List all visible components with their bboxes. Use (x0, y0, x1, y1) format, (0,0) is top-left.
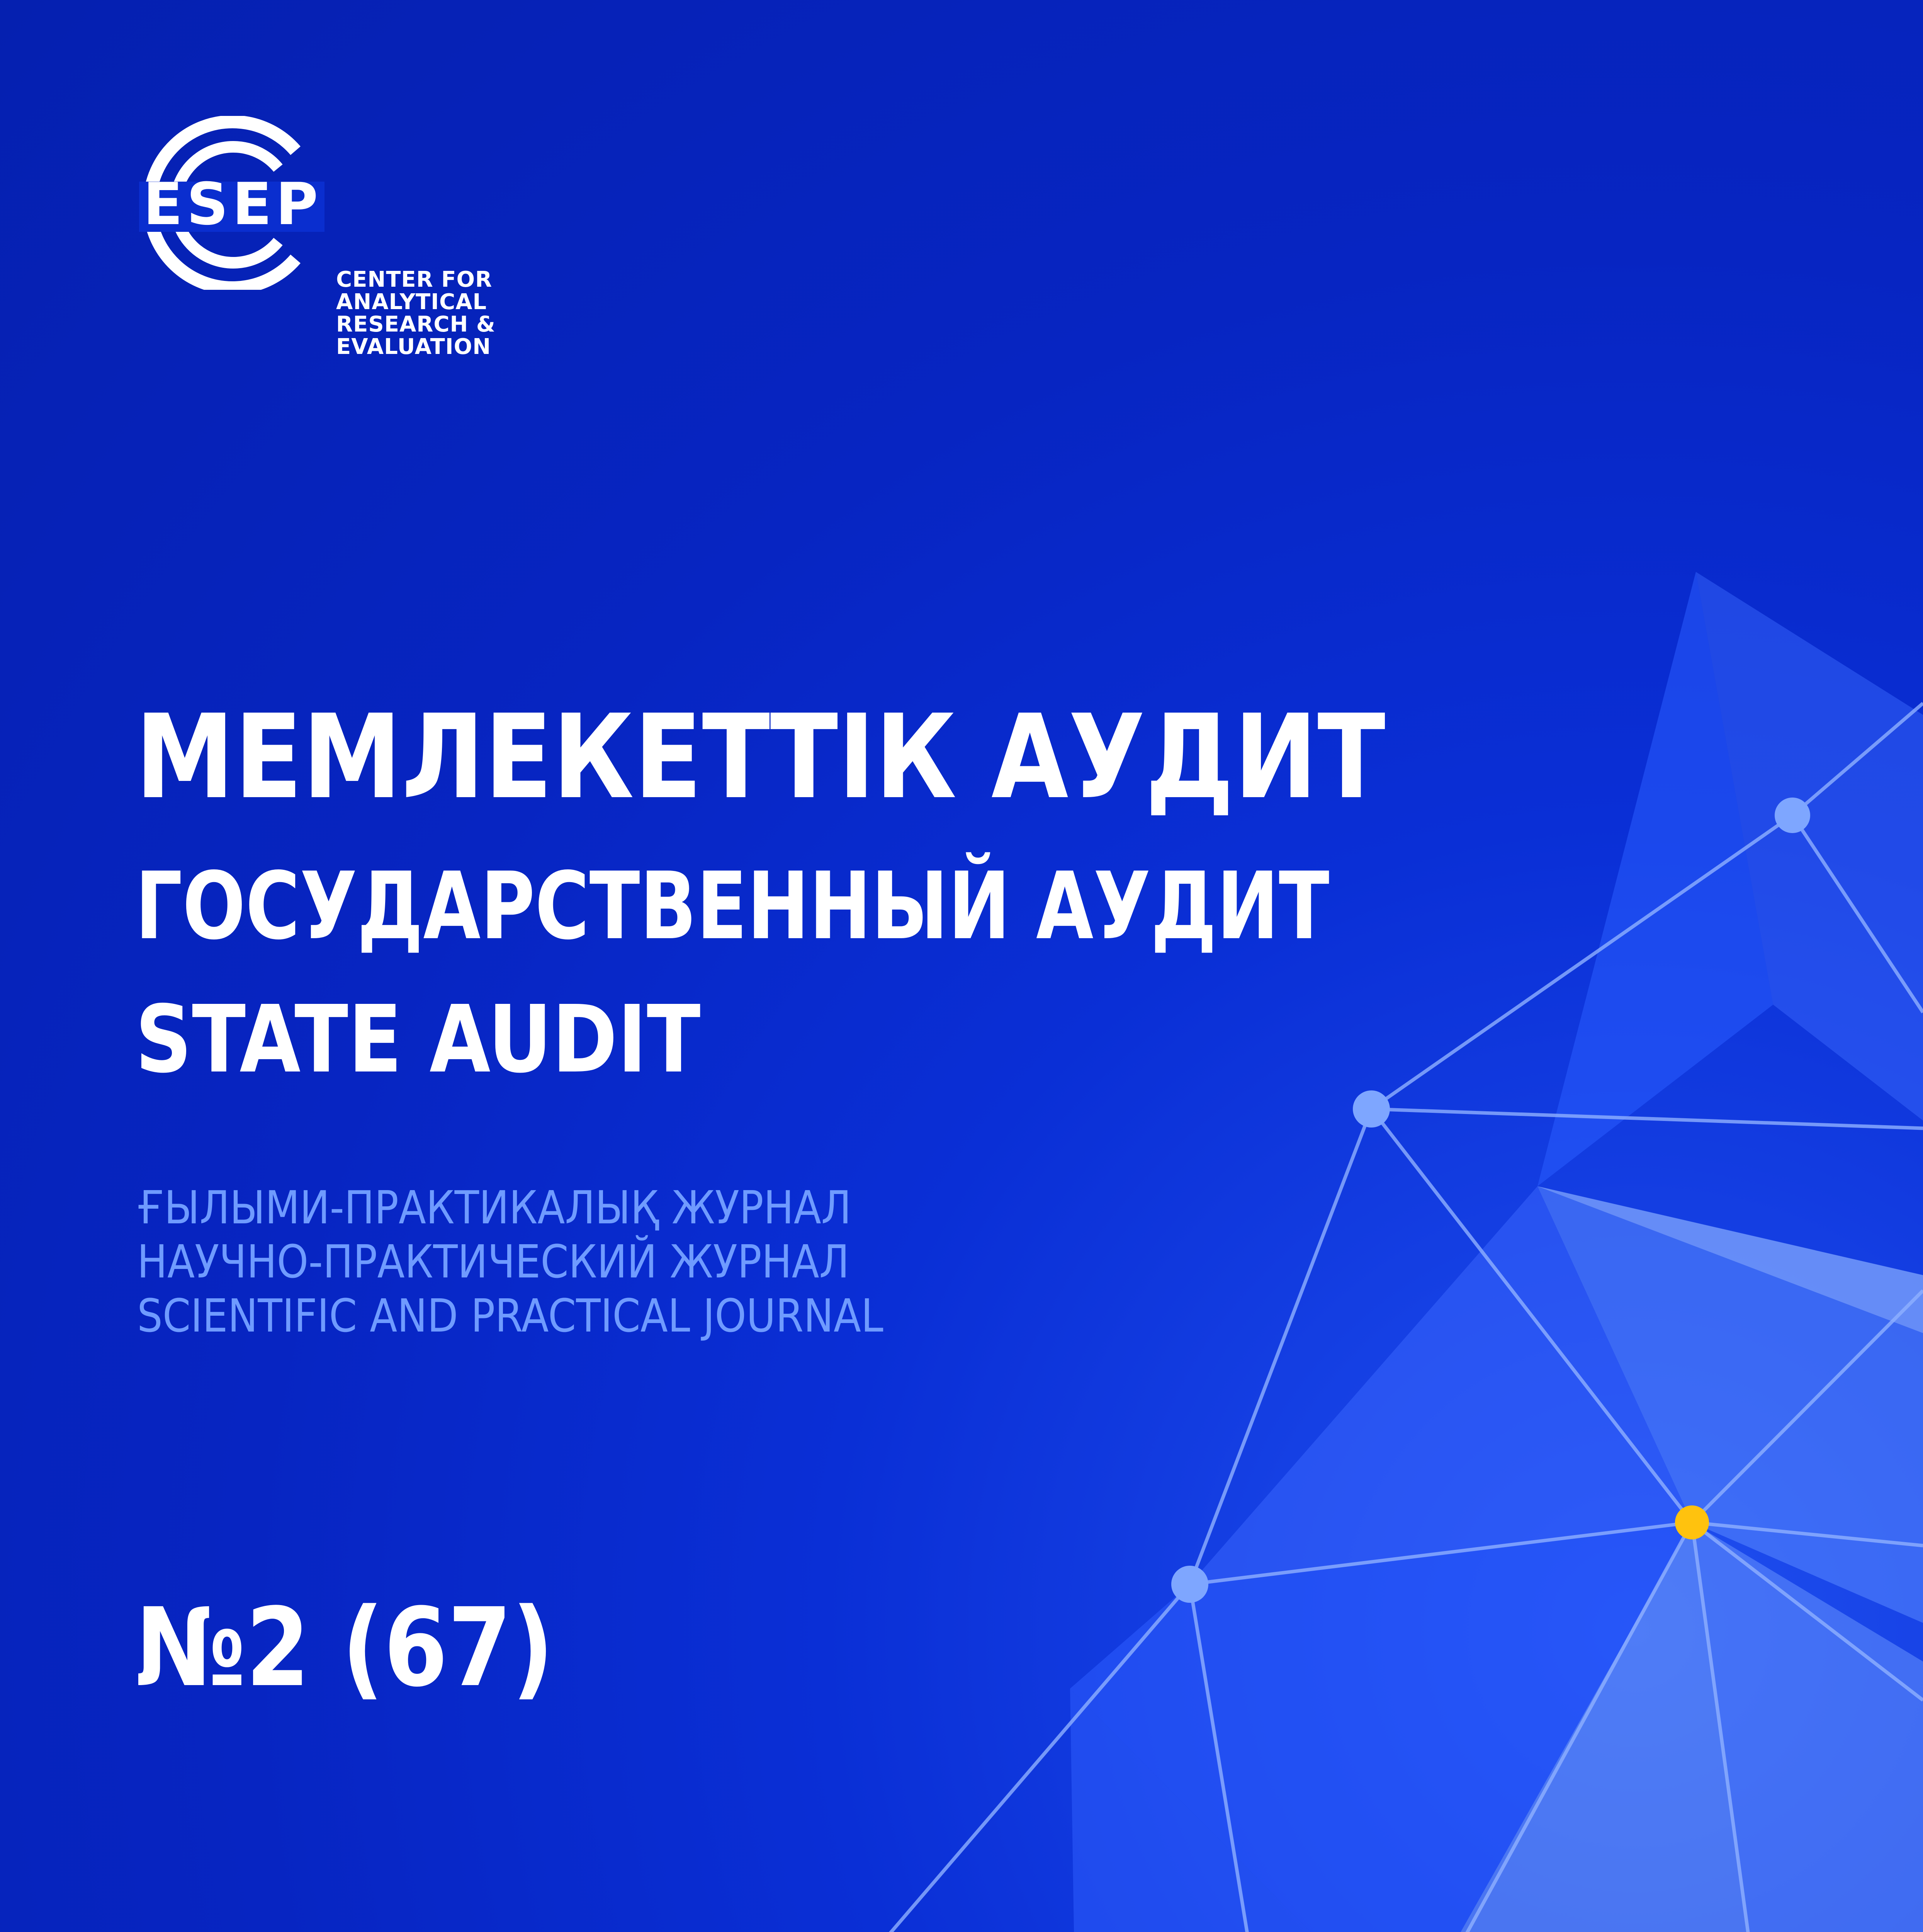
issue-number: №2 (67) (135, 1585, 554, 1711)
subtitle-en: SCIENTIFIC AND PRACTICAL JOURNAL (137, 1289, 883, 1342)
logo-line: EVALUATION (336, 334, 491, 359)
esep-logo (131, 116, 518, 359)
logo-caption (336, 269, 630, 358)
subtitle-kz: ҒЫЛЫМИ-ПРАКТИКАЛЫҚ ЖУРНАЛ (137, 1181, 851, 1234)
logo-line: CENTER FOR (336, 267, 493, 292)
title-kz: МЕМЛЕКЕТТІК АУДИТ (135, 690, 1386, 825)
logo-line: ANALYTICAL (336, 289, 487, 315)
title-ru: ГОСУДАРСТВЕННЫЙ АУДИТ (135, 852, 1330, 960)
svg-text:ESEP: ESEP (143, 171, 322, 238)
logo-line: RESEARCH & (336, 312, 496, 337)
subtitle-ru: НАУЧНО-ПРАКТИЧЕСКИЙ ЖУРНАЛ (137, 1235, 849, 1288)
esep-logo-mark (131, 116, 332, 290)
title-en: STATE AUDIT (135, 985, 701, 1094)
